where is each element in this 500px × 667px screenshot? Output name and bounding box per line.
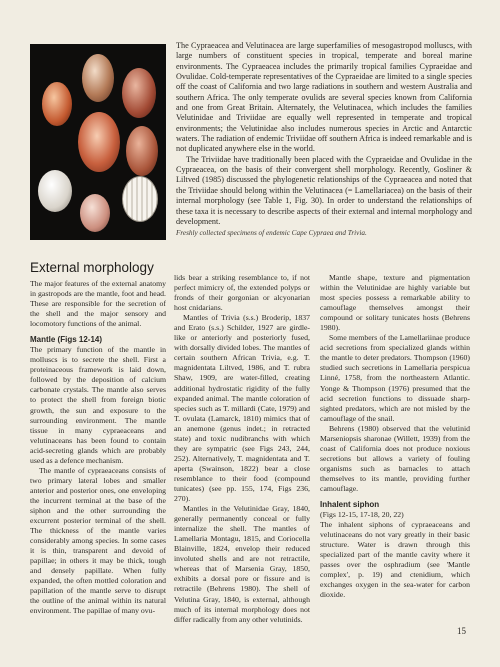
body-paragraph: The inhalent siphons of cypraeaceans and velutinaceans do not vary greatly in their basic structure. Water is drawn through this specialized part of the mantle cavity where it passes over the osphradium (see 'Mantle complex', p. 19) and ctenidium, which exchanges oxygen in the sea-water for carbon dioxide. [320, 520, 470, 600]
intro-text [176, 41, 472, 227]
body-paragraph: lids bear a striking resemblance to, if not perfect mimicry of, the extended polyps or fronds of their gorgonian or alcyonarian host cnidarians. [174, 273, 310, 313]
body-paragraph: Some members of the Lamellariinae produce acid secretions from specialized glands within the mantle to deter predators. Thompson (1960) studied such secretions in Lamellaria perspicua Linné, 1758, from the northeastern Atlantic. Yonge & Thompson (1976) presumed that the acid secretion functions to dissuade sharp-sighted predators, which are not misled by the camouflage of the snail. [320, 333, 470, 423]
body-paragraph: The primary function of the mantle in molluscs is to secrete the shell. First a proteinaceous framework is laid down, followed by the deposition of calcium carbonate crystals. The mantle also serves to protect the shell from foreign biotic growth, the sun and exposure to the surrounding environment. The mantle tissue in many cypraeaceans and velutinaceans has been found to contain acid-secreting glands which are probably used as a defence mechanism. [30, 345, 166, 465]
section-title: External morphology [30, 260, 154, 275]
body-paragraph: The major features of the external anatomy in gastropods are the mantle, foot and head. These are responsible for the secretion of the shell and the major sensory and locomotory functions of the animal. [30, 279, 166, 329]
shell-photograph [30, 44, 166, 240]
subheading-inhalent-siphon: Inhalent siphon [320, 500, 380, 510]
intro-paragraph: The Cypraeacea and Velutinacea are large superfamilies of mesogastropod molluscs, with large numbers of constituent species in tropical, temperate and boreal marine environments. The Cypraeacea includes the primarily tropical families Cypraeidae and Ovulidae. Cold-temperate representatives of the Cypraeidae are limited to a single species off the coast of California and two large radiations in southern and western Australia and southern Africa. The only temperate ovulids are several species known from California and one from Great Britain. Alternately, the Velutinacea, which includes the families Velutinidae and Triviidae are equally well represented in temperate and tropical environments; the Velutinidae also includes numerous species in Arctic and Antarctic waters. The radiation of endemic Triviidae off southern Africa is indeed remarkable and is not duplicated anywhere else in the world. [176, 41, 472, 154]
text-column-1 [30, 261, 166, 617]
shell-image [38, 170, 72, 212]
shell-image [80, 194, 110, 232]
body-paragraph: Mantles of Trivia (s.s.) Broderip, 1837 and Erato (s.s.) Schilder, 1927 are girdle-like or anteriorly and posteriorly fused, with dorsally divided lobes. The mantles of certain southern African Trivia, e.g. T. magnidentata Liltved, 1986, and T. rubra Shaw, 1909, are water-filled, creating additional hydrostatic rigidity of the fully expanded animal. The mantle coloration of species such as T. millardi (Cate, 1979) and T. ovulata (Lamarck, 1810) mimics that of an anemone (genus indet.; in retracted state) and toxic nudibranchs with which they are sympatric (see Figs 243, 244, 252). Alternatively, T. magnidentata and T. aperta (Swainson, 1822) bear a close resemblance to their food (compound tunicates) (see pp. 155, 174, Figs 236, 270). [174, 313, 310, 504]
shell-image [126, 126, 158, 176]
text-column-3 [320, 273, 470, 600]
body-paragraph: Mantles in the Velutinidae Gray, 1840, generally permanently conceal or fully internalize the shell. The mantles of Lamellaria Montagu, 1815, and Coriocella Blainville, 1824, envelop their reduced involuted shells and are not retractile, whereas that of Marsenia Gray, 1850, exhibits a dorsal pore or fissure and is retractile (Behrens 1980). The shell of Velutina Gray, 1840, is external, although much of its internal morphology does not differ radically from any other velutinids. [174, 504, 310, 624]
subheading-mantle: Mantle (Figs 12-14) [30, 335, 103, 345]
text-column-2 [174, 273, 310, 625]
shell-image [42, 82, 72, 126]
shell-image [78, 112, 120, 172]
shell-image [122, 68, 156, 118]
shell-image [82, 54, 114, 102]
intro-paragraph: The Triviidae have traditionally been placed with the Cypraeidae and Ovulidae in the Cypraeacea, on the basis of their convergent shell morphology. Recently, Gosliner & Liltved (1985) discussed the phylogenetic relationships of the Cypraeacea and noted that the Triviidae should belong within the Velutinacea (= Lamellariacea) on the basis of their internal morphology (see Table 1, Fig. 30). In order to understand the relationships of these taxa it is necessary to describe aspects of their external and internal morphology and development. [176, 154, 472, 226]
figure-reference: (Figs 12-15, 17-18, 20, 22) [320, 510, 404, 520]
shell-image [122, 176, 158, 222]
body-paragraph: Mantle shape, texture and pigmentation within the Velutinidae are highly variable but most species possess a remarkable ability to camouflage themselves amongst their compound or solitary tunicates hosts (Behrens 1980). [320, 273, 470, 333]
page-number: 15 [457, 626, 466, 636]
photo-caption: Freshly collected specimens of endemic Cape Cypraea and Trivia. [176, 229, 367, 237]
body-paragraph: Behrens (1980) observed that the velutinid Marseniopsis sharonae (Willett, 1939) from the coast of California does not produce noxious secretions but allows a variety of fouling organisms such as barnacles to attach themselves to its mantle, providing further camouflage. [320, 423, 470, 493]
body-paragraph: The mantle of cypraeaceans consists of two primary lateral lobes and smaller anterior and posterior ones, one enveloping the incurrent terminal at the base of the siphon and the other surrounding the excurrent posterior terminal of the shell. The thickness of the mantle varies considerably among species. In some cases it is thin, transparent and devoid of papillae; in others it may be thick, tough and densely papillate. When fully expanded, the often mottled coloration and papillation of the mantle serve to disrupt the outline of the animal within its natural environment. The papillae of many ovu- [30, 465, 166, 616]
